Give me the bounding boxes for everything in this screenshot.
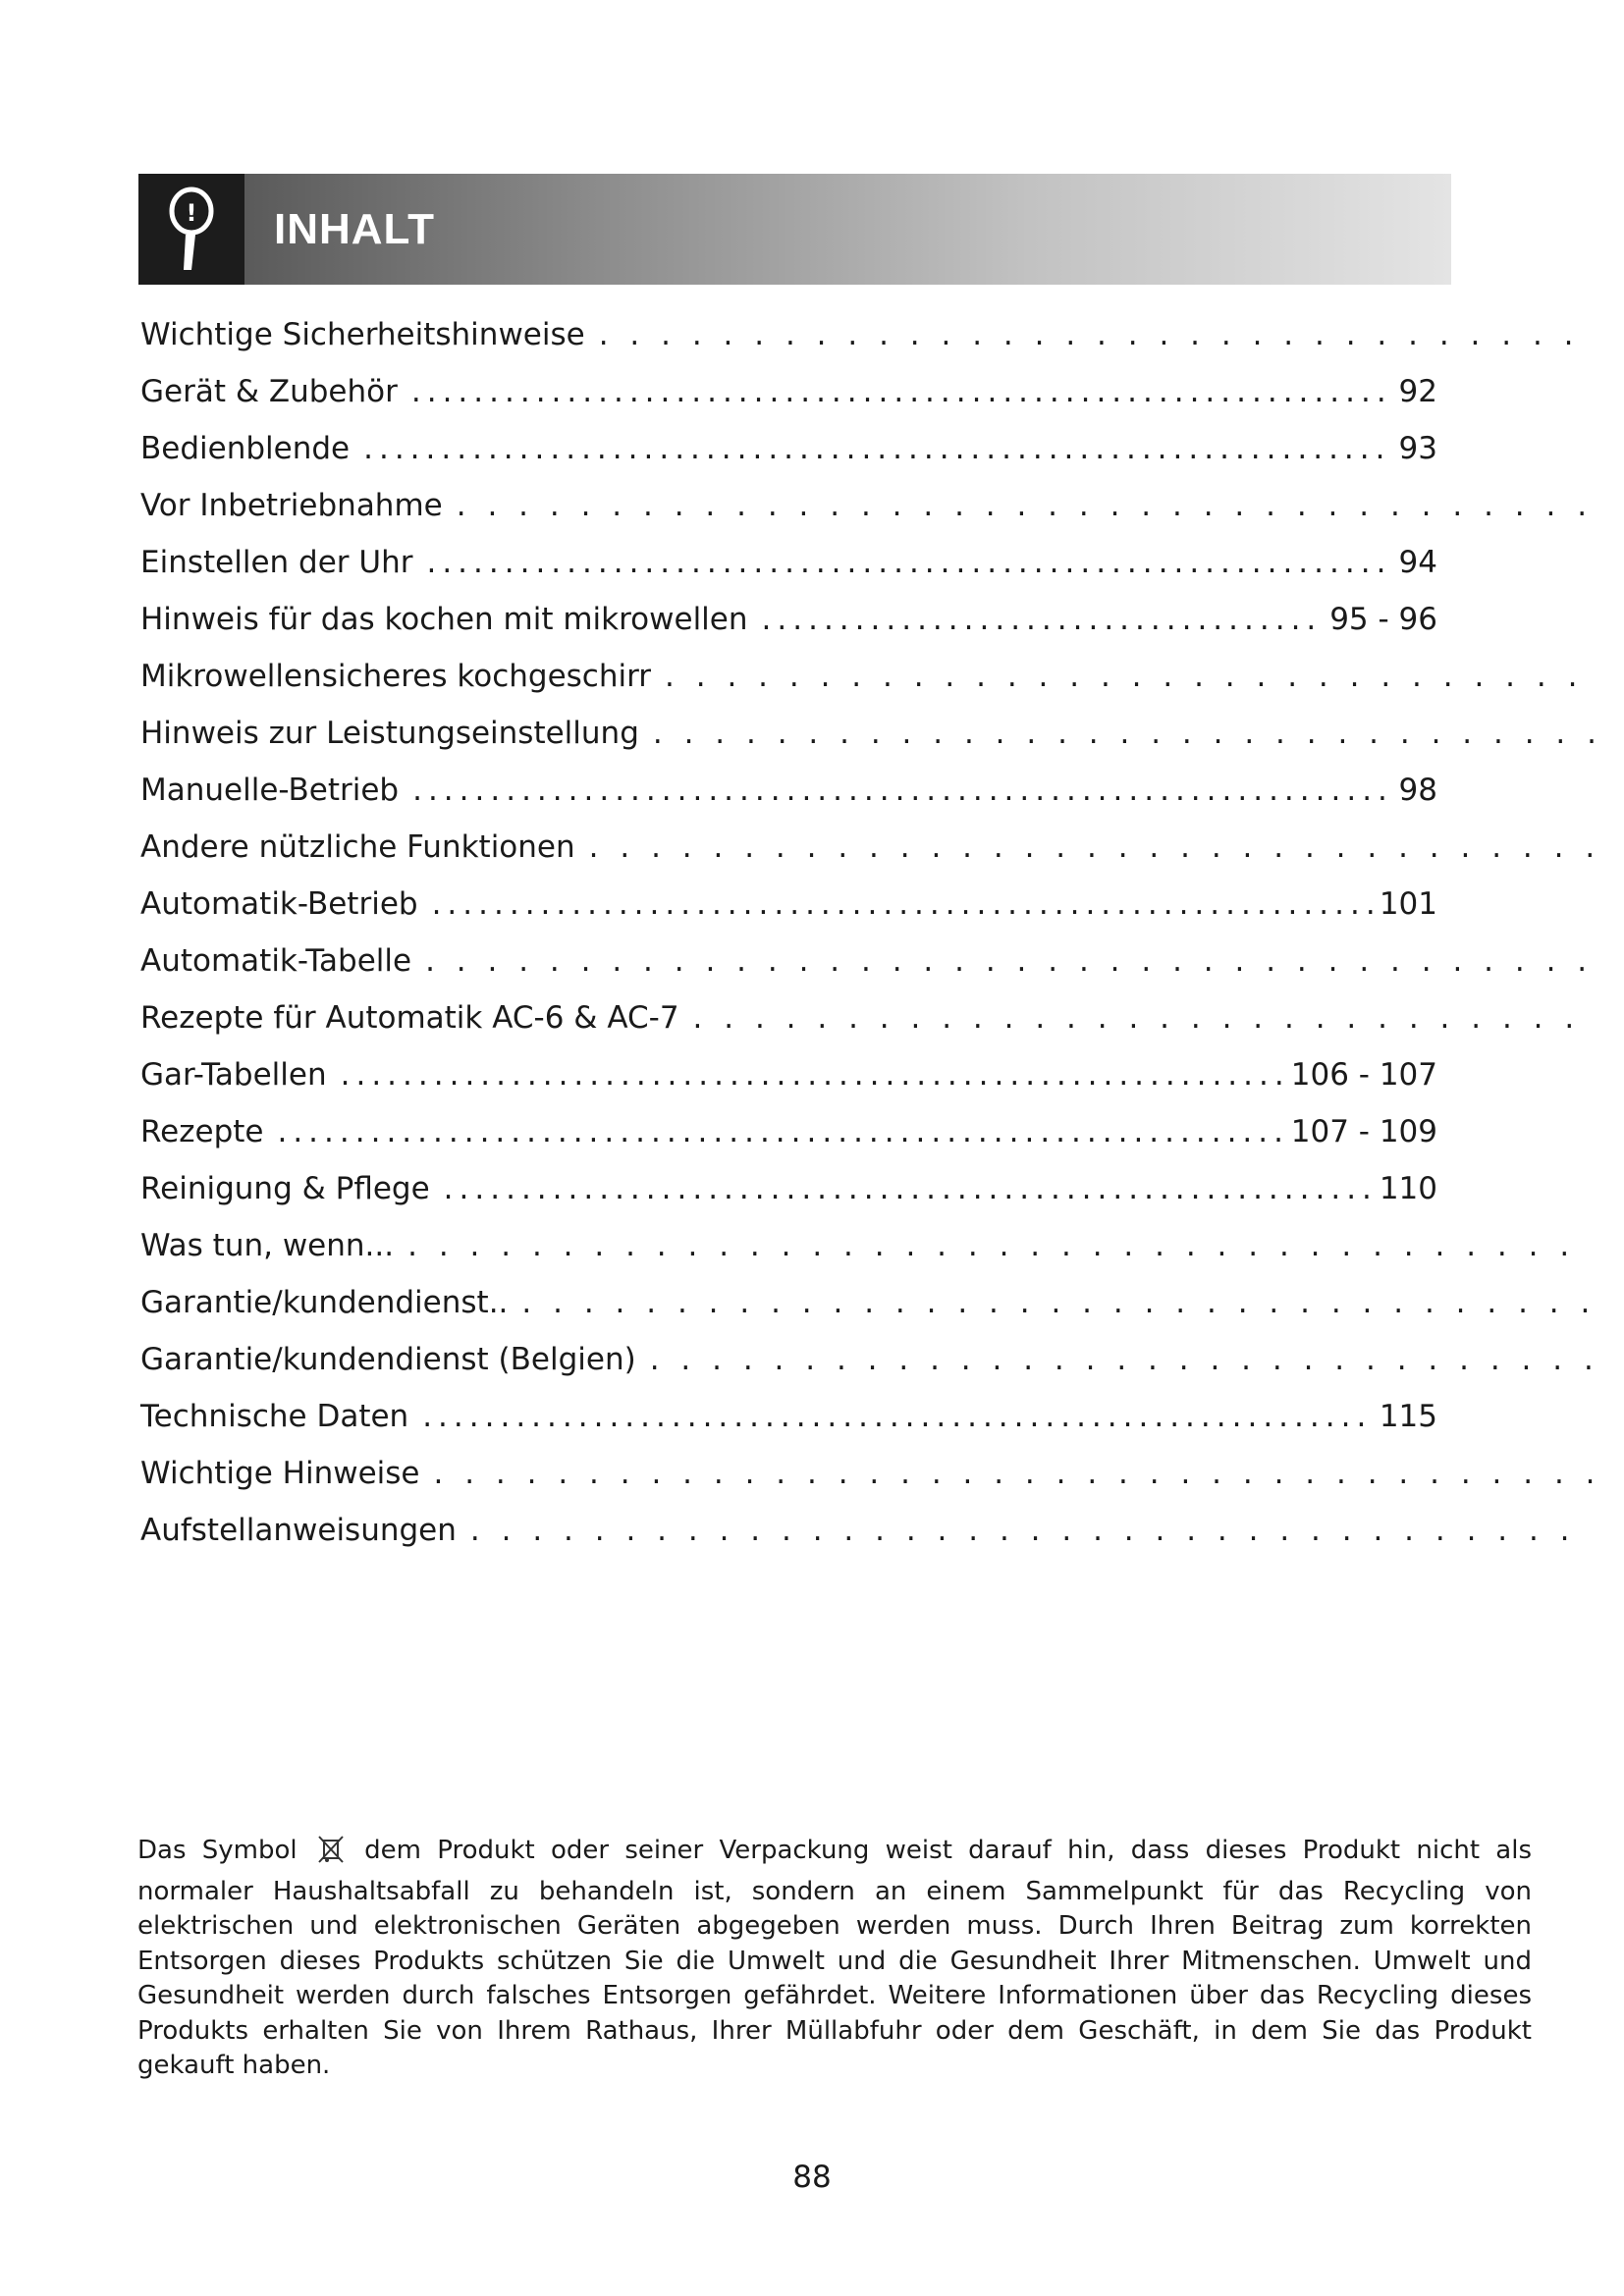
toc-leader-dots — [412, 773, 1392, 808]
info-i-icon — [162, 186, 221, 274]
toc-entry — [140, 306, 1594, 363]
toc-entry-label: Hinweis zur Leistungseinstellung — [140, 716, 639, 751]
toc-entry — [140, 1217, 1594, 1274]
toc-entry — [140, 648, 1594, 705]
toc-entry-page: 98 — [1398, 773, 1437, 808]
toc-entry-page: 110 — [1379, 1171, 1437, 1206]
toc-entry-page: 92 — [1398, 374, 1437, 409]
toc-leader-dots — [432, 886, 1374, 922]
toc-leader-dots — [363, 431, 1392, 466]
toc-leader-dots — [425, 943, 1594, 979]
toc-entry-page: 93 — [1398, 431, 1437, 466]
toc-entry-label: Rezepte — [140, 1114, 264, 1149]
toc-entry — [140, 819, 1594, 876]
toc-entry-label: Aufstellanweisungen — [140, 1513, 457, 1548]
toc-entry-label: Vor Inbetriebnahme — [140, 488, 443, 523]
recycling-text-before: Das Symbol — [137, 1836, 298, 1865]
toc-entry-label: Bedienblende — [140, 431, 351, 466]
recycling-notice — [137, 1834, 1532, 2084]
toc-entry-page: 95 - 96 — [1329, 602, 1437, 637]
toc-entry-page: 106 - 107 — [1290, 1057, 1437, 1093]
toc-leader-dots — [693, 1000, 1594, 1036]
page-title: INHALT — [274, 204, 436, 253]
toc-entry-page: 107 - 109 — [1290, 1114, 1437, 1149]
toc-leader-dots — [762, 602, 1325, 637]
crossed-out-wheelie-bin-icon — [317, 1835, 345, 1875]
toc-leader-dots — [422, 1399, 1374, 1434]
toc-entry-label: Andere nützliche Funktionen — [140, 829, 575, 865]
toc-entry — [140, 1502, 1594, 1559]
toc-leader-dots — [653, 716, 1594, 751]
toc-entry — [140, 933, 1594, 989]
toc-entry — [140, 1274, 1594, 1331]
toc-entry-label: Manuelle-Betrieb — [140, 773, 400, 808]
toc-entry — [140, 1160, 1437, 1217]
toc-leader-dots — [277, 1114, 1284, 1149]
toc-entry — [140, 989, 1594, 1046]
toc-leader-dots — [407, 1228, 1594, 1263]
toc-entry — [140, 1445, 1594, 1502]
toc-entry — [140, 534, 1437, 591]
section-header — [138, 174, 1451, 285]
toc-entry-label: Einstellen der Uhr — [140, 545, 413, 580]
toc-entry — [140, 1046, 1437, 1103]
toc-leader-dots — [470, 1513, 1594, 1548]
toc-entry — [140, 477, 1594, 534]
toc-entry-label: Technische Daten — [140, 1399, 409, 1434]
toc-leader-dots — [411, 374, 1393, 409]
toc-entry-label: Automatik-Tabelle — [140, 943, 412, 979]
toc-leader-dots — [599, 317, 1594, 352]
toc-entry-label: Hinweis für das kochen mit mikrowellen — [140, 602, 748, 637]
toc-entry-label: Automatik-Betrieb — [140, 886, 418, 922]
toc-entry-label: Garantie/kundendienst.. — [140, 1285, 509, 1320]
toc-entry — [140, 363, 1437, 420]
header-bar — [244, 174, 1451, 285]
toc-leader-dots — [341, 1057, 1285, 1093]
toc-entry-label: Was tun, wenn... — [140, 1228, 395, 1263]
toc-entry — [140, 762, 1437, 819]
toc-entry — [140, 876, 1437, 933]
toc-leader-dots — [521, 1285, 1594, 1320]
toc-leader-dots — [426, 545, 1392, 580]
toc-leader-dots — [433, 1456, 1594, 1491]
toc-leader-dots — [444, 1171, 1374, 1206]
toc-entry — [140, 705, 1594, 762]
toc-entry-page: 101 — [1379, 886, 1437, 922]
toc-entry — [140, 1103, 1437, 1160]
toc-entry-label: Reinigung & Pflege — [140, 1171, 430, 1206]
toc-entry-label: Wichtige Sicherheitshinweise — [140, 317, 585, 352]
svg-text:!: ! — [186, 198, 197, 227]
toc-entry-page: 94 — [1398, 545, 1437, 580]
table-of-contents — [140, 306, 1594, 1559]
toc-entry — [140, 420, 1437, 477]
toc-entry — [140, 591, 1437, 648]
toc-entry-label: Mikrowellensicheres kochgeschirr — [140, 659, 652, 694]
toc-entry-label: Rezepte für Automatik AC-6 & AC-7 — [140, 1000, 679, 1036]
toc-entry — [140, 1331, 1594, 1388]
toc-leader-dots — [665, 659, 1594, 694]
info-icon-box — [138, 174, 244, 285]
toc-entry — [140, 1388, 1437, 1445]
toc-leader-dots — [457, 488, 1594, 523]
toc-entry-label: Gar-Tabellen — [140, 1057, 327, 1093]
toc-entry-page: 115 — [1379, 1399, 1437, 1434]
page-number: 88 — [792, 2160, 832, 2195]
toc-entry-label: Wichtige Hinweise — [140, 1456, 420, 1491]
recycling-text-after: dem Produkt oder seiner Verpackung weist darauf hin, dass dieses Produkt nicht als normaler Haushaltsabfall zu behandeln ist, sondern an einem Sammelpunkt für das Recycling von elektrischen und elektronischen Geräten abgegeben werden muss. Durch Ihren Beitrag zum korrekten Entsorgen dieses Produkts schützen Sie die Umwelt und die Gesundheit Ihrer Mitmenschen. Umwelt und Gesundheit werden durch falsches Entsorgen gefährdet. Weitere Informationen über das Recycling dieses Produkts erhalten Sie von Ihrem Rathaus, Ihrer Müllabfuhr oder dem Geschäft, in dem Sie das Produkt gekauft haben. — [137, 1836, 1533, 2080]
toc-entry-label: Gerät & Zubehör — [140, 374, 398, 409]
toc-leader-dots — [650, 1342, 1594, 1377]
toc-leader-dots — [589, 829, 1594, 865]
toc-entry-label: Garantie/kundendienst (Belgien) — [140, 1342, 636, 1377]
